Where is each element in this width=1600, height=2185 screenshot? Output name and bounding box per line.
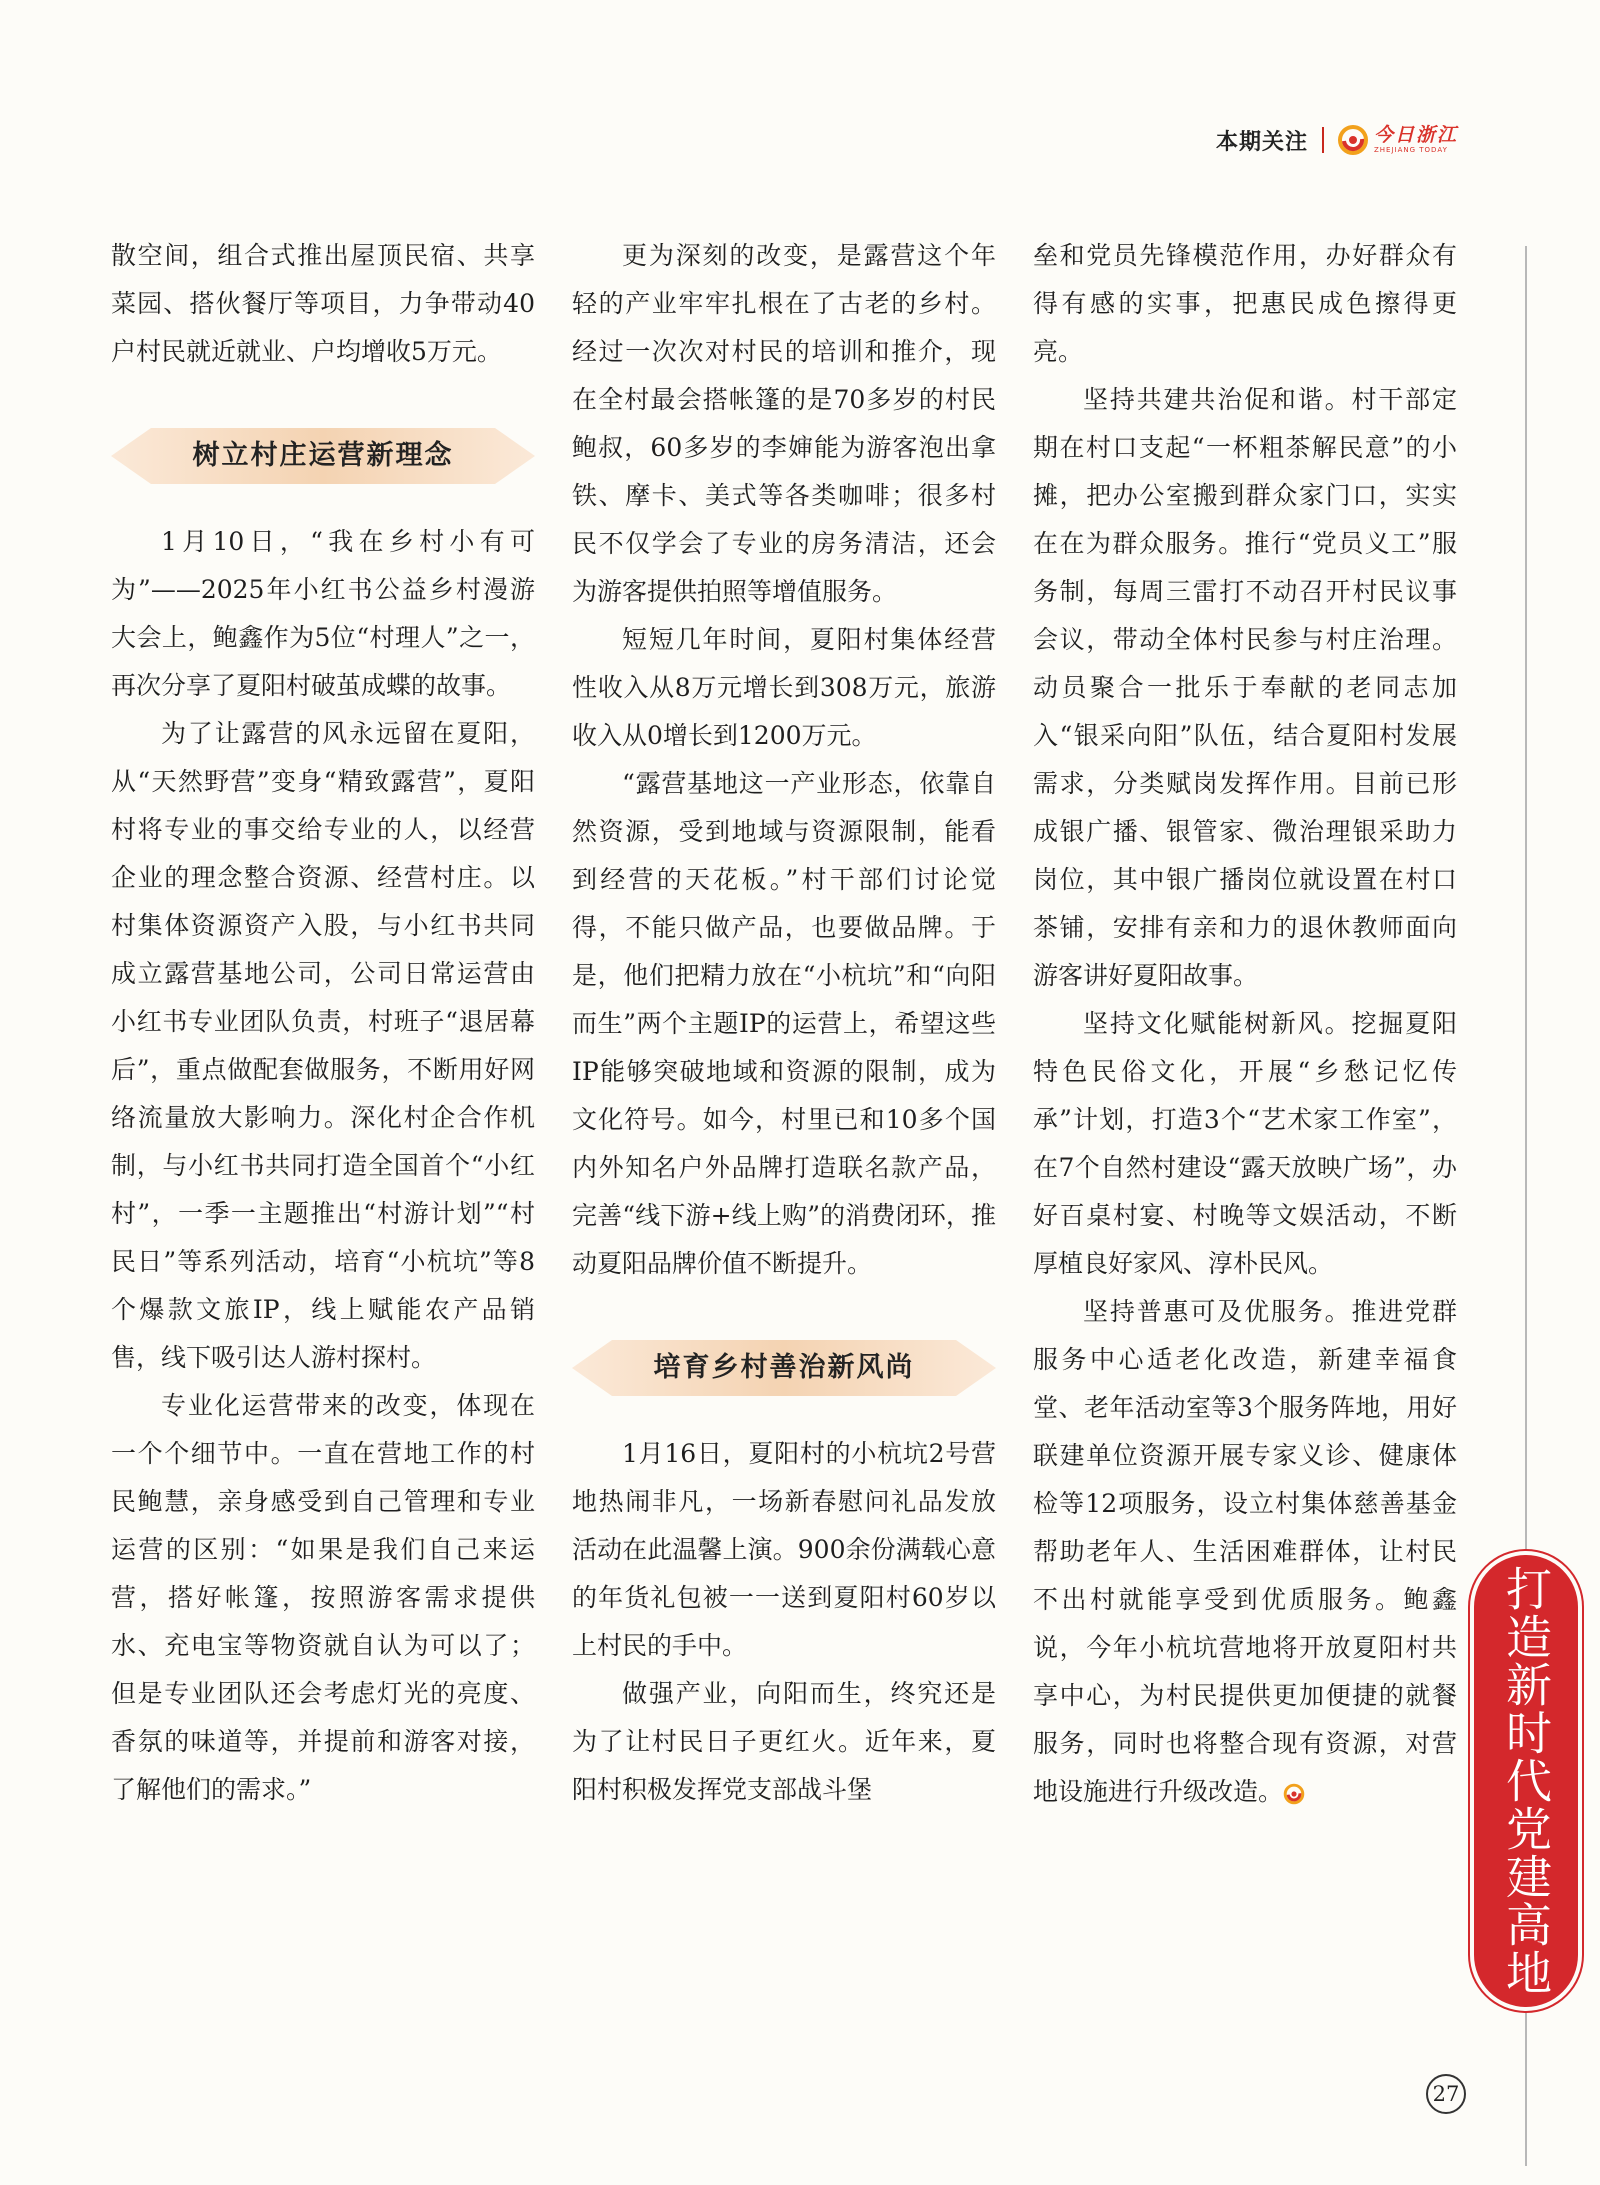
subheading: 树立村庄运营新理念 (192, 440, 454, 471)
brand-name: 今日浙江 (1373, 124, 1458, 146)
article-column-2 (572, 232, 996, 1814)
end-mark-icon (1283, 1783, 1305, 1805)
header-divider (1322, 127, 1324, 153)
paragraph: 短短几年时间，夏阳村集体经营性收入从8万元增长到308万元，旅游收入从0增长到1200万元。 (572, 625, 996, 750)
paragraph: 1月16日，夏阳村的小杭坑2号营地热闹非凡，一场新春慰问礼品发放活动在此温馨上演。900余份满载心意的年货礼包被一一送到夏阳村60岁以上村民的手中。 (572, 1439, 996, 1660)
paragraph: 散空间，组合式推出屋顶民宿、共享菜园、搭伙餐厅等项目，力争带动40户村民就近就业、户均增收5万元。 (111, 241, 535, 366)
paragraph: 坚持共建共治促和谐。村干部定期在村口支起“一杯粗茶解民意”的小摊，把办公室搬到群众家门口，实实在在为群众服务。推行“党员义工”服务制，每周三雷打不动召开村民议事会议，带动全体村民参与村庄治理。动员聚合一批乐于奉献的老同志加入“银采向阳”队伍，结合夏阳村发展需求，分类赋岗发挥作用。目前已形成银广播、银管家、微治理银采助力岗位，其中银广播岗位就设置在村口茶铺，安排有亲和力的退休教师面向游客讲好夏阳故事。 (1033, 385, 1457, 990)
section-side-tab (1474, 1555, 1578, 2007)
paragraph: “露营基地这一产业形态，依靠自然资源，受到地域与资源限制，能看到经营的天花板。”村干部们讨论觉得，不能只做产品，也要做品牌。于是，他们把精力放在“小杭坑”和“向阳而生”两个主题IP的运营上，希望这些IP能够突破地域和资源的限制，成为文化符号。如今，村里已和10多个国内外知名户外品牌打造联名款产品，完善“线下游+线上购”的消费闭环，推动夏阳品牌价值不断提升。 (572, 769, 996, 1278)
page-header (1216, 116, 1458, 164)
article-column-3 (1033, 232, 1457, 1816)
section-label: 本期关注 (1215, 129, 1308, 155)
side-tab-label: 打造新时代党建高地 (1499, 1565, 1553, 1997)
brand-swirl-icon (1338, 125, 1368, 155)
subheading-banner (572, 1336, 996, 1400)
paragraph: 做强产业，向阳而生，终究还是为了让村民日子更红火。近年来，夏阳村积极发挥党支部战斗堡 (572, 1679, 996, 1804)
paragraph: 坚持文化赋能树新风。挖掘夏阳特色民俗文化，开展“乡愁记忆传承”计划，打造3个“艺术家工作室”，在7个自然村建设“露天放映广场”，办好百桌村宴、村晚等文娱活动，不断厚植良好家风、淳朴民风。 (1033, 1009, 1457, 1278)
page-number: 27 (1426, 2074, 1466, 2114)
paragraph-final (1033, 1288, 1457, 1816)
paragraph: 专业化运营带来的改变，体现在一个个细节中。一直在营地工作的村民鲍慧，亲身感受到自己管理和专业运营的区别：“如果是我们自己来运营，搭好帐篷，按照游客需求提供水、充电宝等物资就自认为可以了；但是专业团队还会考虑灯光的亮度、香氛的味道等，并提前和游客对接，了解他们的需求。” (111, 1391, 535, 1804)
subheading: 培育乡村善治新风尚 (653, 1352, 915, 1383)
paragraph: 垒和党员先锋模范作用，办好群众有得有感的实事，把惠民成色擦得更亮。 (1033, 241, 1457, 366)
article-column-1 (111, 232, 535, 1814)
paragraph: 1月10日，“我在乡村小有可为”——2025年小红书公益乡村漫游大会上，鲍鑫作为5位“村理人”之一，再次分享了夏阳村破茧成蝶的故事。 (111, 527, 535, 700)
paragraph: 为了让露营的风永远留在夏阳，从“天然野营”变身“精致露营”，夏阳村将专业的事交给专业的人，以经营企业的理念整合资源、经营村庄。以村集体资源资产入股，与小红书共同成立露营基地公司，公司日常运营由小红书专业团队负责，村班子“退居幕后”，重点做配套做服务，不断用好网络流量放大影响力。深化村企合作机制，与小红书共同打造全国首个“小红村”，一季一主题推出“村游计划”“村民日”等系列活动，培育“小杭坑”等8个爆款文旅IP，线上赋能农产品销售，线下吸引达人游村探村。 (111, 719, 535, 1372)
paragraph: 更为深刻的改变，是露营这个年轻的产业牢牢扎根在了古老的乡村。经过一次次对村民的培训和推介，现在全村最会搭帐篷的是70多岁的村民鲍叔，60多岁的李婶能为游客泡出拿铁、摩卡、美式等各类咖啡；很多村民不仅学会了专业的房务清洁，还会为游客提供拍照等增值服务。 (572, 241, 996, 606)
brand-logo (1338, 125, 1458, 155)
subheading-banner (111, 424, 535, 488)
brand-name-en: ZHEJIANG TODAY (1373, 146, 1448, 154)
paragraph-text: 坚持普惠可及优服务。推进党群服务中心适老化改造，新建幸福食堂、老年活动室等3个服务阵地，用好联建单位资源开展专家义诊、健康体检等12项服务，设立村集体慈善基金帮助老年人、生活困难群体，让村民不出村就能享受到优质服务。鲍鑫说，今年小杭坑营地将开放夏阳村共享中心，为村民提供更加便捷的就餐服务，同时也将整合现有资源，对营地设施进行升级改造。 (1033, 1297, 1457, 1806)
